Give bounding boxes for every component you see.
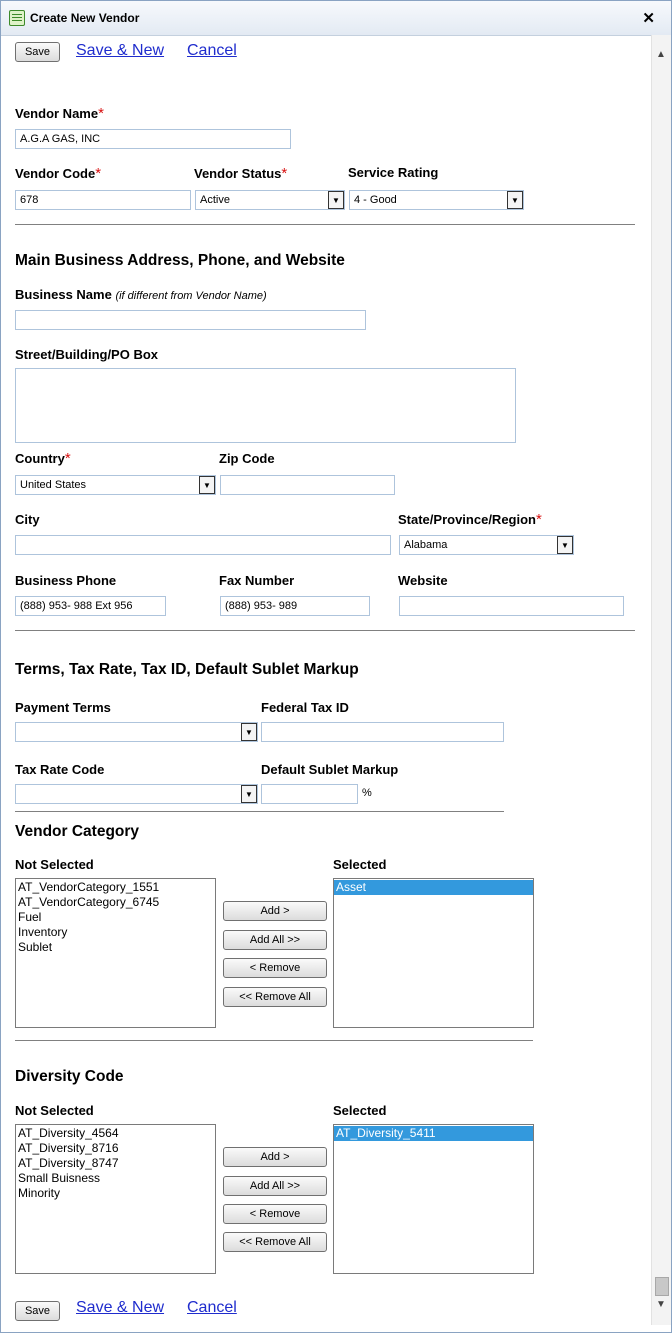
vendor-code-label: Vendor Code* [15, 165, 102, 182]
category-selected-label: Selected [333, 857, 387, 872]
diversity-code-title: Diversity Code [15, 1068, 124, 1085]
list-item[interactable]: Fuel [18, 910, 42, 924]
percent-unit: % [362, 787, 372, 799]
list-item[interactable]: AT_Diversity_4564 [18, 1126, 119, 1140]
list-item[interactable]: Inventory [18, 925, 68, 939]
divider [15, 630, 635, 631]
diversity-not-selected-list[interactable] [15, 1124, 216, 1274]
diversity-remove-all-button[interactable]: << Remove All [223, 1232, 327, 1252]
state-value: Alabama [404, 539, 448, 551]
form-content [1, 35, 651, 1325]
window-title: Create New Vendor [30, 11, 140, 25]
save-button-bottom[interactable]: Save [15, 1301, 60, 1321]
divider [15, 1040, 533, 1041]
save-button[interactable]: Save [15, 42, 60, 62]
category-selected-list[interactable] [333, 878, 534, 1028]
diversity-remove-button[interactable]: < Remove [223, 1204, 327, 1224]
vendor-category-title: Vendor Category [15, 823, 140, 840]
cancel-link[interactable]: Cancel [187, 42, 237, 59]
service-rating-value: 4 - Good [354, 194, 397, 206]
category-remove-button[interactable]: < Remove [223, 958, 327, 978]
chevron-down-icon[interactable]: ▼ [241, 723, 257, 741]
vertical-scrollbar[interactable] [651, 35, 671, 1325]
state-label: State/Province/Region* [398, 511, 542, 528]
business-name-label: Business Name (if different from Vendor Name) [15, 287, 267, 302]
chevron-down-icon[interactable]: ▼ [241, 785, 257, 803]
form-icon [9, 10, 25, 26]
required-marker: * [95, 165, 102, 182]
sublet-markup-field[interactable] [261, 784, 358, 804]
payment-terms-select[interactable] [15, 722, 258, 742]
cancel-link-bottom[interactable]: Cancel [187, 1299, 237, 1316]
category-add-button[interactable]: Add > [223, 901, 327, 921]
terms-section-title: Terms, Tax Rate, Tax ID, Default Sublet Markup [15, 661, 359, 678]
chevron-down-icon[interactable]: ▼ [507, 191, 523, 209]
list-item[interactable]: AT_Diversity_5411 [334, 1126, 533, 1141]
fax-number-label: Fax Number [219, 573, 295, 588]
required-marker: * [98, 105, 104, 122]
sublet-markup-label: Default Sublet Markup [261, 762, 399, 777]
tax-rate-code-select[interactable] [15, 784, 258, 804]
required-marker: * [281, 165, 288, 182]
save-new-link[interactable]: Save & New [76, 42, 165, 59]
vendor-name-label: Vendor Name* [15, 105, 104, 122]
vendor-status-label: Vendor Status* [194, 165, 288, 182]
business-phone-field[interactable]: (888) 953- 988 Ext 956 [15, 596, 166, 616]
chevron-down-icon[interactable]: ▼ [557, 536, 573, 554]
zip-code-field[interactable] [220, 475, 395, 495]
list-item[interactable]: AT_Diversity_8747 [18, 1156, 119, 1170]
service-rating-select[interactable] [349, 190, 524, 210]
list-item[interactable]: Small Buisness [18, 1171, 101, 1185]
service-rating-label: Service Rating [348, 165, 439, 180]
required-marker: * [64, 450, 71, 467]
street-label: Street/Building/PO Box [15, 347, 159, 362]
required-marker: * [535, 511, 542, 528]
chevron-down-icon[interactable]: ▼ [656, 1299, 666, 1310]
website-field[interactable] [399, 596, 624, 616]
street-field[interactable] [15, 368, 516, 443]
category-remove-all-button[interactable]: << Remove All [223, 987, 327, 1007]
payment-terms-label: Payment Terms [15, 700, 111, 715]
city-label: City [15, 512, 40, 527]
list-item[interactable]: AT_Diversity_8716 [18, 1141, 119, 1155]
vendor-code-field[interactable]: 678 [15, 190, 191, 210]
vendor-status-value: Active [200, 194, 230, 206]
business-name-hint: (if different from Vendor Name) [115, 290, 267, 302]
website-label: Website [398, 573, 448, 588]
diversity-selected-label: Selected [333, 1103, 387, 1118]
divider [15, 811, 504, 812]
chevron-up-icon[interactable]: ▲ [656, 49, 666, 60]
diversity-not-selected-label: Not Selected [15, 1103, 94, 1118]
close-icon[interactable]: ✕ [642, 10, 655, 27]
scrollbar-thumb[interactable] [655, 1277, 669, 1296]
save-new-link-bottom[interactable]: Save & New [76, 1299, 165, 1316]
diversity-add-all-button[interactable]: Add All >> [223, 1176, 327, 1196]
divider [15, 224, 635, 225]
country-select[interactable] [15, 475, 216, 495]
chevron-down-icon[interactable]: ▼ [199, 476, 215, 494]
country-label: Country* [15, 450, 71, 467]
diversity-add-button[interactable]: Add > [223, 1147, 327, 1167]
federal-tax-id-field[interactable] [261, 722, 504, 742]
city-field[interactable] [15, 535, 391, 555]
federal-tax-id-label: Federal Tax ID [261, 700, 349, 715]
vendor-status-select[interactable] [195, 190, 345, 210]
category-not-selected-label: Not Selected [15, 857, 94, 872]
title-bar [1, 1, 671, 36]
list-item[interactable]: AT_VendorCategory_1551 [18, 880, 160, 894]
list-item[interactable]: Minority [18, 1186, 61, 1200]
business-phone-label: Business Phone [15, 573, 117, 588]
category-add-all-button[interactable]: Add All >> [223, 930, 327, 950]
chevron-down-icon[interactable]: ▼ [328, 191, 344, 209]
fax-number-field[interactable]: (888) 953- 989 [220, 596, 370, 616]
address-section-title: Main Business Address, Phone, and Website [15, 252, 345, 269]
country-value: United States [20, 479, 87, 491]
diversity-selected-list[interactable] [333, 1124, 534, 1274]
list-item[interactable]: Sublet [18, 940, 53, 954]
category-not-selected-list[interactable] [15, 878, 216, 1028]
list-item[interactable]: Asset [334, 880, 533, 895]
tax-rate-code-label: Tax Rate Code [15, 762, 105, 777]
business-name-field[interactable] [15, 310, 366, 330]
list-item[interactable]: AT_VendorCategory_6745 [18, 895, 160, 909]
zip-code-label: Zip Code [219, 451, 275, 466]
state-select[interactable] [399, 535, 574, 555]
vendor-name-field[interactable]: A.G.A GAS, INC [15, 129, 291, 149]
